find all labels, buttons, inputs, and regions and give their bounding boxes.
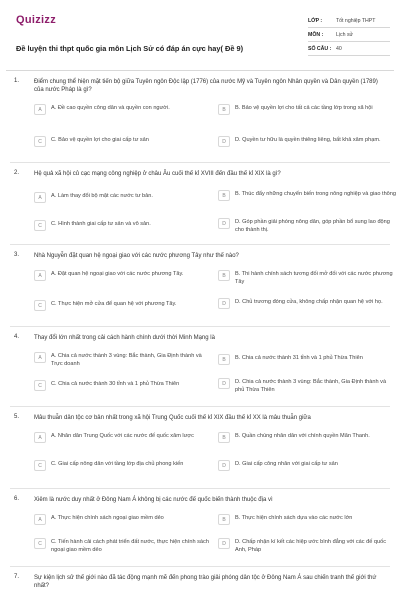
option-letter-box[interactable]: A (34, 270, 46, 281)
option-b[interactable] (218, 354, 396, 365)
option-letter-box[interactable]: D (218, 298, 230, 309)
option-a[interactable] (34, 432, 212, 443)
option-text: B. Chia cả nước thành 31 tỉnh và 1 phủ Thừa Thiên (235, 355, 363, 361)
option-text: D. Chia cả nước thành 3 vùng: Bắc thành, Gia Định thành và phủ Thừa Thiên (235, 379, 387, 393)
worksheet-meta (308, 14, 390, 56)
option-letter-box[interactable]: C (34, 538, 46, 549)
option-d[interactable] (218, 460, 396, 471)
option-text: A. Chia cả nước thành 3 vùng: Bắc thành, Gia Định thành và Trực doanh (51, 353, 202, 367)
option-text: D. Góp phần giải phóng nông dân, góp phần bổ sung lao động cho thành thị. (235, 219, 390, 233)
question-number: 5. (14, 414, 20, 420)
option-text: B. Thực hiện chính sách dựa vào các nước lớn (235, 515, 353, 521)
meta-row-question-count (308, 42, 390, 56)
meta-value-class: Tốt nghiệp THPT (336, 17, 376, 24)
option-letter-box[interactable]: D (218, 378, 230, 389)
question-separator (10, 566, 390, 567)
option-d[interactable] (218, 298, 396, 309)
worksheet-header (10, 12, 390, 64)
question-separator (10, 162, 390, 163)
option-a[interactable] (34, 192, 212, 203)
question-separator (10, 406, 390, 407)
option-b[interactable] (218, 190, 396, 201)
option-text: A. Nhân dân Trung Quốc với các nước đế quốc xâm lược (51, 433, 194, 439)
option-text: A. Đặt quan hệ ngoại giao với các nước phương Tây. (51, 271, 184, 277)
question-text: Hệ quả xã hội củ cạc mạng công nghiệp ở châu Âu cuối thế kỉ XVIII đến đầu thế kỉ XIX là gì? (34, 171, 281, 177)
option-letter-box[interactable]: B (218, 354, 230, 365)
option-b[interactable] (218, 432, 396, 443)
option-text: A. Làm thay đổi bộ mặt các nước tư bản. (51, 193, 153, 199)
quizizz-logo[interactable]: Quizizz (16, 14, 56, 26)
question-number: 3. (14, 252, 20, 258)
option-text: D. Chấp nhận kí kết các hiệp ước bình đẳng với các đế quốc Anh, Pháp (235, 539, 387, 553)
question-separator (10, 326, 390, 327)
option-text: C. Giai cấp nông dân với tầng lớp địa chủ phong kiến (51, 461, 184, 467)
option-d[interactable] (218, 218, 396, 234)
option-a[interactable] (34, 352, 212, 368)
question-separator (10, 244, 390, 245)
option-a[interactable] (34, 104, 212, 115)
question-number: 4. (14, 334, 20, 340)
meta-value-question-count: 40 (336, 45, 342, 52)
option-text: C. Thực hiện mở cửa để quan hệ với phương Tây. (51, 301, 177, 307)
question-number: 1. (14, 78, 20, 84)
option-d[interactable] (218, 538, 396, 554)
option-letter-box[interactable]: D (218, 136, 230, 147)
option-text: C. Bảo vệ quyền lợi cho giai cấp tư sản (51, 137, 149, 143)
option-b[interactable] (218, 514, 396, 525)
meta-label-subject: MÔN : (308, 31, 324, 38)
option-text: A. Đề cao quyền công dân và quyền con người. (51, 105, 170, 111)
option-d[interactable] (218, 378, 396, 394)
option-letter-box[interactable]: B (218, 514, 230, 525)
question-number: 2. (14, 170, 20, 176)
option-letter-box[interactable]: B (218, 104, 230, 115)
meta-row-class (308, 14, 390, 28)
option-text: B. Thúc đẩy những chuyển biến trong nông nghiệp và giao thông (235, 191, 397, 197)
option-text: C. Hình thành giai cấp tư sản và vô sản. (51, 221, 151, 227)
option-letter-box[interactable]: B (218, 270, 230, 281)
option-text: B. Thi hành chính sách tương đối mở đối với các nước phương Tây (235, 271, 393, 285)
option-c[interactable] (34, 380, 212, 391)
option-letter-box[interactable]: C (34, 380, 46, 391)
option-letter-box[interactable]: C (34, 220, 46, 231)
option-d[interactable] (218, 136, 396, 147)
option-text: D. Quyền tư hữu là quyền thiêng liêng, bất khả xâm phạm. (235, 137, 381, 143)
option-a[interactable] (34, 514, 212, 525)
option-c[interactable] (34, 300, 212, 311)
option-letter-box[interactable]: A (34, 104, 46, 115)
option-c[interactable] (34, 136, 212, 147)
option-a[interactable] (34, 270, 212, 281)
meta-row-subject (308, 28, 390, 42)
option-letter-box[interactable]: B (218, 432, 230, 443)
question-separator (10, 488, 390, 489)
option-text: B. Quần chúng nhân dân với chính quyền Mãn Thanh. (235, 433, 370, 439)
option-letter-box[interactable]: D (218, 218, 230, 229)
question-text: Sự kiện lịch sử thế giới nào đã tác động mạnh mẽ đến phong trào giải phóng dân tộc ở Đông Nam Á sau chiến tranh thế giới thứ nhất? (34, 575, 377, 590)
question-number: 7. (14, 574, 20, 580)
option-text: D. Chủ trương đóng cửa, không chấp nhận quan hệ với họ. (235, 299, 383, 305)
worksheet-title: Đề luyện thi thpt quốc gia môn Lịch Sử có đáp án cực hay( Đề 9) (16, 44, 244, 53)
question-text: Xiêm là nước duy nhất ở Đông Nam Á không bị các nước đế quốc biến thành thuộc địa vì (34, 497, 273, 503)
meta-value-subject: Lịch sử (336, 31, 354, 38)
question-text: Nhà Nguyễn đặt quan hệ ngoại giao với các nước phương Tây như thế nào? (34, 253, 239, 259)
option-text: C. Chia cả nước thành 30 tỉnh và 1 phủ Thừa Thiên (51, 381, 180, 387)
header-divider (6, 70, 394, 71)
option-text: B. Bảo vệ quyền lợi cho tất cả các tầng lớp trong xã hội (235, 105, 373, 111)
option-text: A. Thực hiện chính sách ngoại giao mềm dẻo (51, 515, 164, 521)
option-b[interactable] (218, 104, 396, 115)
option-letter-box[interactable]: A (34, 192, 46, 203)
option-letter-box[interactable]: C (34, 460, 46, 471)
option-letter-box[interactable]: A (34, 514, 46, 525)
option-text: D. Giai cấp công nhân với giai cấp tư sản (235, 461, 338, 467)
option-letter-box[interactable]: C (34, 300, 46, 311)
question-number: 6. (14, 496, 20, 502)
option-letter-box[interactable]: A (34, 352, 46, 363)
option-letter-box[interactable]: B (218, 190, 230, 201)
option-letter-box[interactable]: D (218, 460, 230, 471)
meta-label-class: LỚP : (308, 17, 323, 24)
option-c[interactable] (34, 220, 212, 231)
option-letter-box[interactable]: C (34, 136, 46, 147)
option-letter-box[interactable]: A (34, 432, 46, 443)
question-text: Thay đổi lớn nhất trong cải cách hành chính dưới thời Minh Mạng là (34, 335, 215, 341)
option-c[interactable] (34, 460, 212, 471)
question-text: Điểm chung thể hiện mặt tiến bộ giữa Tuyên ngôn Độc lập (1776) của nước Mỹ và Tuyên ngôn Nhân quyền và Dân quyền (1789) của nước Pháp là gì? (34, 79, 378, 94)
option-letter-box[interactable]: D (218, 538, 230, 549)
option-c[interactable] (34, 538, 212, 554)
meta-label-question-count: SỐ CÂU : (308, 45, 332, 52)
question-text: Mâu thuẫn dân tộc cơ bản nhất trong xã hội Trung Quốc cuối thế kỉ XIX đầu thế kỉ XX là mâu thuẫn giữa (34, 415, 311, 421)
option-text: C. Tiến hành cải cách phát triển đất nước, thực hiện chính sách ngoại giao mềm dẻo (51, 539, 209, 553)
option-b[interactable] (218, 270, 396, 286)
